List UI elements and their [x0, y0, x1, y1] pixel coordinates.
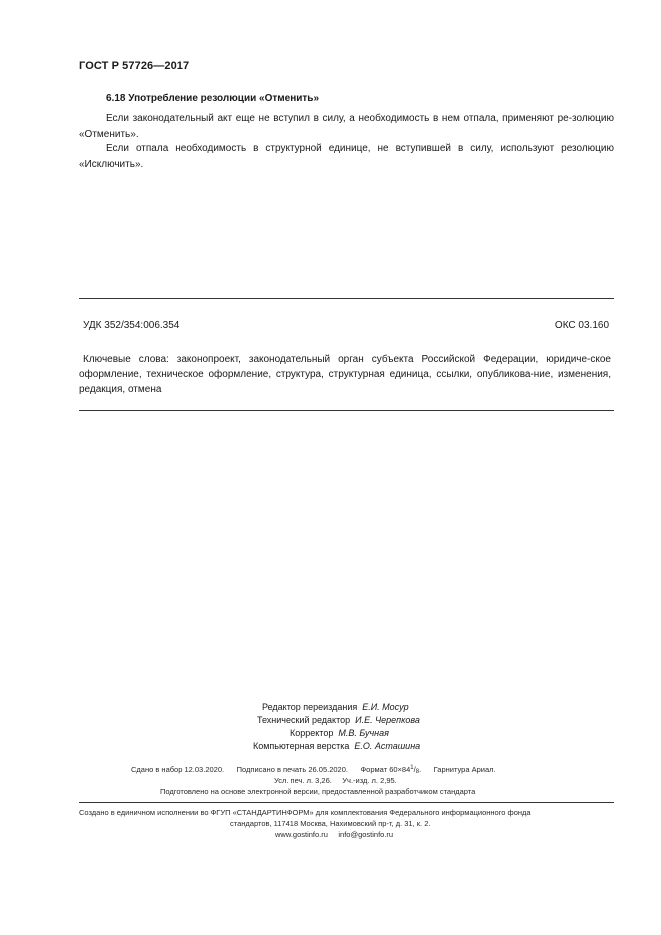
sent-to-typesetting: Сдано в набор 12.03.2020. — [131, 765, 225, 774]
typeface: Гарнитура Ариал. — [433, 765, 496, 774]
prepared-note: Подготовлено на основе электронной версии, предоставленной разработчиком стандарта — [160, 787, 476, 796]
paragraph-2: Если отпала необходимость в структурной единице, не вступившей в силу, используют резолюцию «Исключить». — [79, 143, 614, 170]
footer-contacts — [275, 830, 393, 839]
credit-role: Корректор — [290, 728, 334, 738]
credit-name: Е.И. Мосур — [362, 702, 409, 712]
divider-footer — [79, 802, 614, 803]
keywords: Ключевые слова: законопроект, законодательный орган субъекта Российской Федерации, юридиче-ское оформление, техническое оформление, структура, структурная единица, ссылки, опубликова-ние, изменения, редакция, отмена — [79, 354, 611, 395]
credit-tech-editor — [257, 715, 420, 725]
credit-role: Компьютерная верстка — [253, 741, 350, 751]
signed-for-print: Подписано в печать 26.05.2020. — [236, 765, 348, 774]
credit-role: Технический редактор — [257, 715, 351, 725]
credit-role: Редактор переиздания — [262, 702, 358, 712]
website-link[interactable]: www.gostinfo.ru — [275, 830, 328, 839]
publisher-sheets: Уч.-изд. л. 2,95. — [342, 776, 397, 785]
section-title: 6.18 Употребление резолюции «Отменить» — [106, 93, 320, 104]
udk-code: УДК 352/354:006.354 — [83, 320, 180, 331]
format: Формат $60\times 84^1/_8$. — [360, 765, 422, 775]
footer-line-2: стандартов, 117418 Москва, Нахимовский пр-т, д. 31, к. 2. — [230, 819, 431, 828]
email-link[interactable]: info@gostinfo.ru — [338, 830, 394, 839]
printed-sheets: Усл. печ. л. 3,26. — [274, 776, 332, 785]
document-header: ГОСТ Р 57726—2017 — [79, 60, 190, 72]
paragraph-1: Если законодательный акт еще не вступил в силу, а необходимость в нем отпала, применяют ре-золюцию «Отменить». — [79, 113, 614, 140]
footer-line-1: Создано в единичном исполнении во ФГУП «СТАНДАРТИНФОРМ» для комплектования Федерального информационного фонда — [79, 808, 531, 817]
credit-corrector — [290, 728, 389, 738]
credit-editor — [262, 702, 409, 712]
print-info-line-2 — [274, 776, 397, 785]
credit-layout — [253, 741, 420, 751]
oks-code: ОКС 03.160 — [554, 320, 609, 331]
print-info-line-1 — [131, 765, 496, 775]
credit-name: Е.О. Асташина — [354, 741, 421, 751]
divider-keywords — [79, 410, 614, 411]
divider-top — [79, 298, 614, 299]
credit-name: И.Е. Черепкова — [355, 715, 420, 725]
credit-name: М.В. Бучная — [338, 728, 389, 738]
